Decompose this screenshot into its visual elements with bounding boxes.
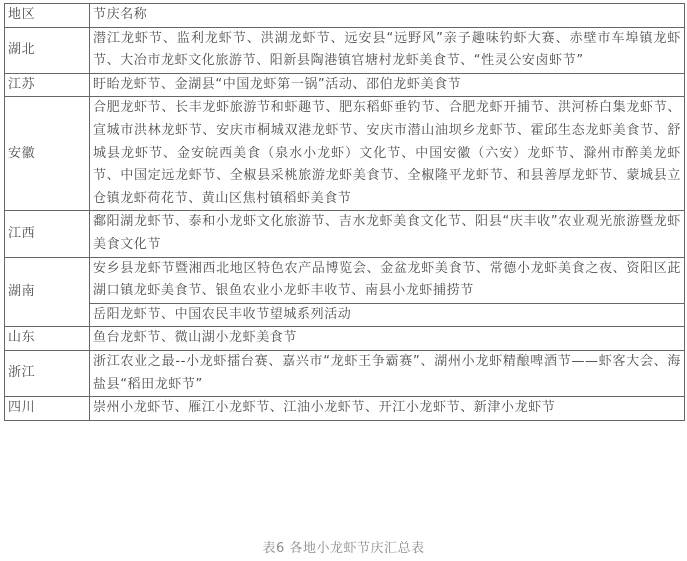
festival-names-cell: 鱼台龙虾节、微山湖小龙虾美食节 [90, 327, 685, 351]
festival-names-cell: 盱眙龙虾节、金湖县“中国龙虾第一锅”活动、邵伯龙虾美食节 [90, 73, 685, 97]
table-row [5, 73, 685, 97]
festival-names-cell: 鄱阳湖龙虾节、泰和小龙虾文化旅游节、吉水龙虾美食文化节、阳县“庆丰收”农业观光旅游暨龙虾美食文化节 [90, 211, 685, 257]
table-row [5, 350, 685, 396]
region-cell: 湖南 [5, 257, 90, 327]
festival-summary-table [4, 3, 685, 421]
festival-names-cell: 合肥龙虾节、长丰龙虾旅游节和虾趣节、肥东稻虾垂钓节、合肥龙虾开捕节、洪河桥白集龙虾节、宣城市洪林龙虾节、安庆市桐城双港龙虾节、安庆市潜山油坝乡龙虾节、霍邱生态龙虾美食节、舒城县龙虾节、金安皖西美食（泉水小龙虾）文化节、中国安徽（六安）龙虾节、滁州市醉美龙虾节、中国定远龙虾节、全椒县采桃旅游龙虾美食节、全椒隆平龙虾节、和县善厚龙虾节、蒙城县立仓镇龙虾荷花节、黄山区焦村镇稻虾美食节 [90, 97, 685, 211]
table-row [5, 303, 685, 327]
festival-names-cell: 安乡县龙虾节暨湘西北地区特色农产品博览会、金盆龙虾美食节、常德小龙虾美食之夜、资阳区茈湖口镇龙虾美食节、银鱼农业小龙虾丰收节、南县小龙虾捕捞节 [90, 257, 685, 303]
region-cell: 江苏 [5, 73, 90, 97]
table-row [5, 327, 685, 351]
table-row [5, 211, 685, 257]
festival-names-cell: 崇州小龙虾节、雁江小龙虾节、江油小龙虾节、开江小龙虾节、新津小龙虾节 [90, 397, 685, 421]
region-cell: 浙江 [5, 350, 90, 396]
table-row [5, 27, 685, 73]
table-row [5, 397, 685, 421]
festival-names-cell: 潜江龙虾节、监利龙虾节、洪湖龙虾节、远安县“远野风”亲子趣味钓虾大赛、赤壁市车埠镇龙虾节、大冶市龙虾文化旅游节、阳新县陶港镇官塘村龙虾美食节、“性灵公安卤虾节” [90, 27, 685, 73]
region-cell: 湖北 [5, 27, 90, 73]
table-row [5, 97, 685, 211]
table-header-row [5, 4, 685, 28]
festival-table-body [5, 4, 685, 421]
header-region-cell: 地区 [5, 4, 90, 28]
festival-names-cell: 岳阳龙虾节、中国农民丰收节望城系列活动 [90, 303, 685, 327]
header-names-cell: 节庆名称 [90, 4, 685, 28]
region-cell: 山东 [5, 327, 90, 351]
table-row [5, 257, 685, 303]
festival-names-cell: 浙江农业之最--小龙虾擂台赛、嘉兴市“龙虾王争霸赛”、湖州小龙虾精酿啤酒节——虾客大会、海盐县“稻田龙虾节” [90, 350, 685, 396]
region-cell: 四川 [5, 397, 90, 421]
region-cell: 安徽 [5, 97, 90, 211]
region-cell: 江西 [5, 211, 90, 257]
table-caption: 表6 各地小龙虾节庆汇总表 [262, 541, 425, 556]
festival-table-container [4, 3, 683, 421]
